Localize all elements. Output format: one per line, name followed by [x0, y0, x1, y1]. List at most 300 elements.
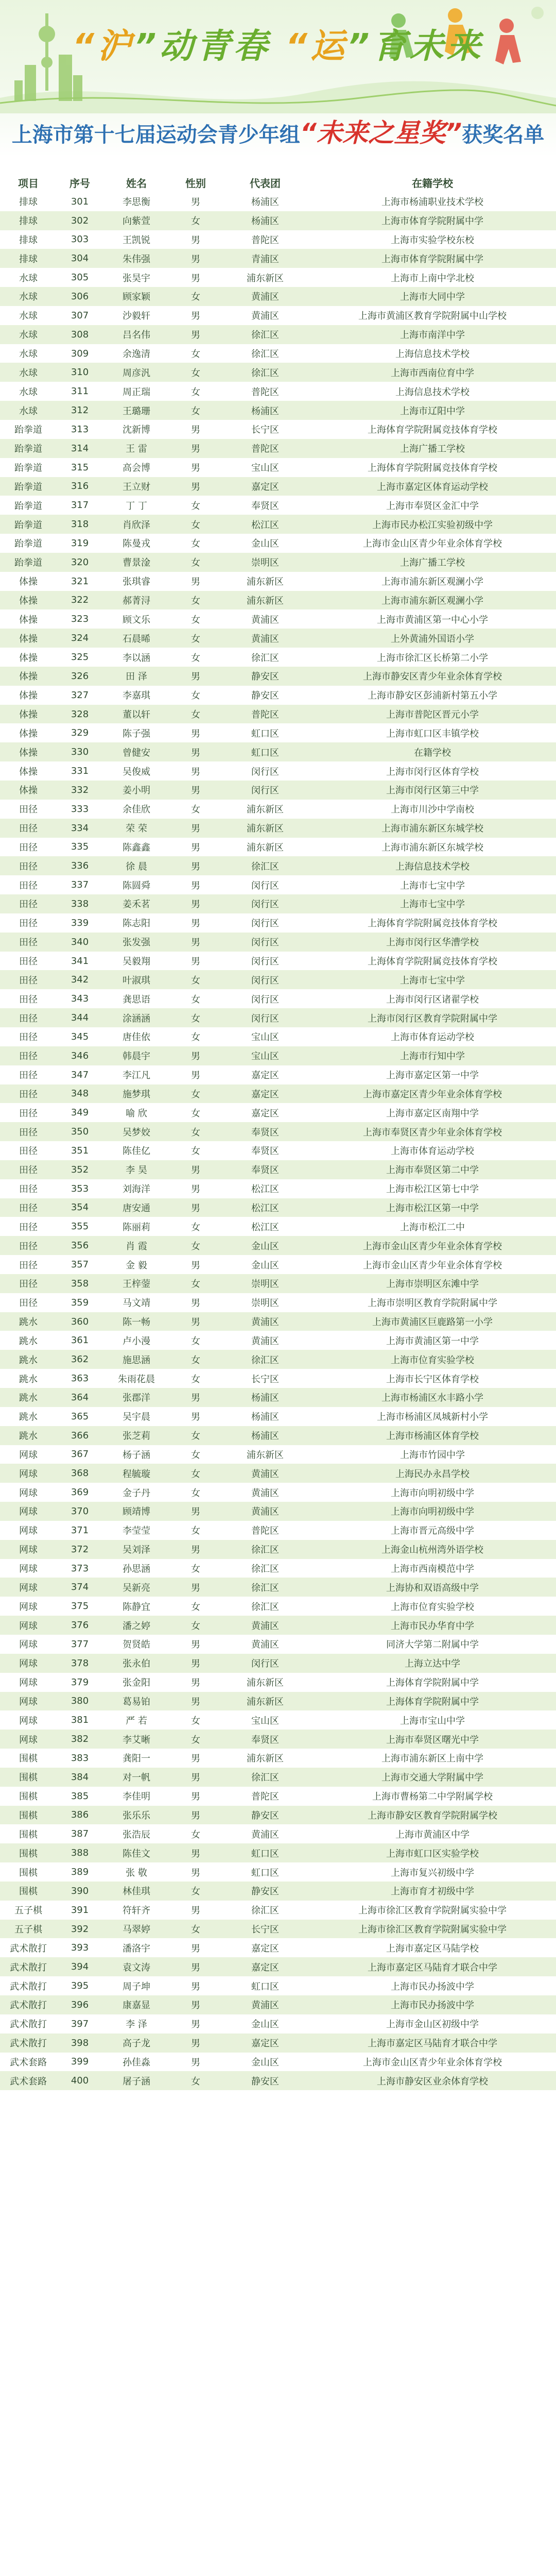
cell-sport: 武术散打	[0, 2014, 57, 2033]
table-row	[0, 648, 556, 667]
cell-name: 陈圆舜	[103, 875, 170, 894]
cell-gender: 女	[170, 287, 221, 306]
table-row	[0, 856, 556, 875]
cell-delegation: 杨浦区	[221, 1426, 309, 1445]
cell-name: 严 若	[103, 1710, 170, 1730]
cell-name: 陈曼戎	[103, 534, 170, 553]
cell-number: 384	[57, 1768, 103, 1787]
cell-name: 沈新博	[103, 420, 170, 439]
cell-sport: 田径	[0, 989, 57, 1008]
cell-school: 上海市奉贤区青少年业余体育学校	[309, 1122, 556, 1141]
cell-sport: 排球	[0, 211, 57, 230]
cell-number: 325	[57, 648, 103, 667]
cell-name: 施梦琪	[103, 1084, 170, 1104]
cell-gender: 女	[170, 1426, 221, 1445]
cell-number: 353	[57, 1179, 103, 1198]
cell-gender: 女	[170, 1559, 221, 1578]
cell-number: 362	[57, 1350, 103, 1369]
table-row	[0, 1616, 556, 1635]
table-row	[0, 742, 556, 761]
cell-gender: 女	[170, 553, 221, 572]
cell-name: 周彦汎	[103, 363, 170, 382]
cell-delegation: 嘉定区	[221, 1065, 309, 1084]
cell-school: 上海市黄浦区教育学院附属中山学校	[309, 306, 556, 325]
cell-name: 张永伯	[103, 1654, 170, 1673]
cell-name: 顾文乐	[103, 609, 170, 629]
table-row	[0, 1046, 556, 1065]
table-row	[0, 325, 556, 344]
cell-sport: 田径	[0, 1198, 57, 1217]
cell-number: 394	[57, 1957, 103, 1976]
cell-sport: 跳水	[0, 1426, 57, 1445]
cell-name: 张浩辰	[103, 1824, 170, 1843]
cell-sport: 排球	[0, 192, 57, 211]
cell-number: 307	[57, 306, 103, 325]
cell-name: 马翠婷	[103, 1920, 170, 1939]
cell-school: 上海市浦东新区上南中学	[309, 1749, 556, 1768]
cell-gender: 女	[170, 1824, 221, 1843]
cell-sport: 围棋	[0, 1787, 57, 1806]
cell-name: 张金阳	[103, 1673, 170, 1692]
table-row	[0, 382, 556, 401]
cell-delegation: 黄浦区	[221, 609, 309, 629]
cell-school: 上海市向明初级中学	[309, 1502, 556, 1521]
cell-name: 荣 荣	[103, 819, 170, 838]
table-row	[0, 952, 556, 971]
cell-number: 397	[57, 2014, 103, 2033]
cell-school: 上海民办永昌学校	[309, 1464, 556, 1483]
cell-number: 326	[57, 667, 103, 686]
cell-name: 孙佳淼	[103, 2053, 170, 2072]
cell-number: 386	[57, 1806, 103, 1825]
cell-gender: 女	[170, 496, 221, 515]
cell-gender: 女	[170, 1369, 221, 1388]
table-row	[0, 192, 556, 211]
cell-delegation: 黄浦区	[221, 1331, 309, 1350]
cell-school: 上海市普陀区晋元小学	[309, 705, 556, 724]
cell-sport: 田径	[0, 1255, 57, 1274]
cell-number: 360	[57, 1312, 103, 1331]
cell-gender: 男	[170, 1388, 221, 1407]
cell-school: 上海市位育实验学校	[309, 1350, 556, 1369]
cell-delegation: 闵行区	[221, 894, 309, 913]
cell-number: 316	[57, 477, 103, 496]
cell-sport: 跳水	[0, 1350, 57, 1369]
cell-sport: 体操	[0, 667, 57, 686]
cell-school: 上海市黄浦区第一中心小学	[309, 609, 556, 629]
cell-sport: 水球	[0, 382, 57, 401]
cell-delegation: 黄浦区	[221, 629, 309, 648]
table-row	[0, 1749, 556, 1768]
cell-school: 上海广播工学校	[309, 553, 556, 572]
cell-number: 323	[57, 609, 103, 629]
cell-delegation: 徐汇区	[221, 1540, 309, 1559]
cell-name: 程毓璇	[103, 1464, 170, 1483]
cell-name: 贺贤皓	[103, 1635, 170, 1654]
cell-delegation: 虹口区	[221, 742, 309, 761]
cell-delegation: 普陀区	[221, 705, 309, 724]
table-row	[0, 363, 556, 382]
cell-delegation: 宝山区	[221, 1027, 309, 1046]
cell-name: 顾家颖	[103, 287, 170, 306]
table-row	[0, 989, 556, 1008]
cell-delegation: 虹口区	[221, 1976, 309, 1995]
cell-name: 吴刘泽	[103, 1540, 170, 1559]
table-row	[0, 1692, 556, 1711]
cell-school: 上海市晋元高级中学	[309, 1521, 556, 1540]
cell-sport: 围棋	[0, 1882, 57, 1901]
cell-school: 上海市川沙中学南校	[309, 800, 556, 819]
cell-delegation: 嘉定区	[221, 1103, 309, 1122]
table-row	[0, 287, 556, 306]
cell-number: 387	[57, 1824, 103, 1843]
cell-school: 上海市嘉定区青少年业余体育学校	[309, 1084, 556, 1104]
table-row	[0, 781, 556, 800]
cell-school: 上海市金山区青少年业余体育学校	[309, 1255, 556, 1274]
cell-sport: 田径	[0, 933, 57, 952]
cell-sport: 水球	[0, 401, 57, 420]
cell-name: 李以涵	[103, 648, 170, 667]
cell-school: 上海市奉贤区曙光中学	[309, 1730, 556, 1749]
cell-name: 李佳明	[103, 1787, 170, 1806]
cell-school: 上海市黄浦区第一中学	[309, 1331, 556, 1350]
cell-sport: 田径	[0, 952, 57, 971]
cell-number: 350	[57, 1122, 103, 1141]
cell-delegation: 嘉定区	[221, 1938, 309, 1957]
cell-name: 王梓蓥	[103, 1274, 170, 1293]
cell-number: 363	[57, 1369, 103, 1388]
table-row	[0, 1407, 556, 1426]
cell-delegation: 长宁区	[221, 420, 309, 439]
cell-gender: 男	[170, 1312, 221, 1331]
table-row	[0, 1331, 556, 1350]
slogan-part-2: ”动青春	[134, 26, 286, 66]
cell-name: 李嘉琪	[103, 686, 170, 705]
cell-sport: 武术套路	[0, 2071, 57, 2090]
cell-sport: 体操	[0, 723, 57, 742]
cell-delegation: 徐汇区	[221, 344, 309, 363]
cell-delegation: 普陀区	[221, 230, 309, 249]
cell-number: 392	[57, 1920, 103, 1939]
cell-delegation: 松江区	[221, 515, 309, 534]
cell-sport: 田径	[0, 1027, 57, 1046]
cell-number: 399	[57, 2053, 103, 2072]
table-row	[0, 477, 556, 496]
cell-name: 吴宇晨	[103, 1407, 170, 1426]
cell-name: 涂涵涵	[103, 1008, 170, 1027]
cell-sport: 网球	[0, 1540, 57, 1559]
cell-number: 368	[57, 1464, 103, 1483]
cell-gender: 男	[170, 1995, 221, 2014]
cell-gender: 男	[170, 1540, 221, 1559]
cell-school: 上海市静安区业余体育学校	[309, 2071, 556, 2090]
cell-school: 上海市位育实验学校	[309, 1597, 556, 1616]
cell-school: 上海广播工学校	[309, 439, 556, 458]
cell-sport: 水球	[0, 344, 57, 363]
cell-name: 周子坤	[103, 1976, 170, 1995]
cell-delegation: 金山区	[221, 1236, 309, 1255]
cell-school: 上海市嘉定区马陆育才联合中学	[309, 2033, 556, 2053]
table-row	[0, 1730, 556, 1749]
cell-gender: 男	[170, 1806, 221, 1825]
cell-name: 石晨晞	[103, 629, 170, 648]
cell-gender: 女	[170, 1464, 221, 1483]
cell-gender: 男	[170, 1787, 221, 1806]
table-row	[0, 534, 556, 553]
cell-number: 339	[57, 913, 103, 933]
cell-gender: 女	[170, 1616, 221, 1635]
cell-gender: 男	[170, 723, 221, 742]
cell-sport: 武术散打	[0, 1938, 57, 1957]
cell-name: 葛易铂	[103, 1692, 170, 1711]
cell-number: 390	[57, 1882, 103, 1901]
table-row	[0, 458, 556, 477]
cell-gender: 男	[170, 742, 221, 761]
table-header-row	[0, 173, 556, 192]
cell-delegation: 浦东新区	[221, 838, 309, 857]
cell-delegation: 浦东新区	[221, 1749, 309, 1768]
cell-school: 上海信息技术学校	[309, 344, 556, 363]
cell-name: 王凯锐	[103, 230, 170, 249]
cell-name: 施思涵	[103, 1350, 170, 1369]
cell-gender: 女	[170, 1521, 221, 1540]
cell-sport: 跆拳道	[0, 477, 57, 496]
cell-delegation: 闵行区	[221, 970, 309, 989]
cell-sport: 跳水	[0, 1312, 57, 1331]
cell-gender: 男	[170, 477, 221, 496]
cell-school: 上海市崇明区东滩中学	[309, 1274, 556, 1293]
cell-number: 317	[57, 496, 103, 515]
cell-gender: 女	[170, 1350, 221, 1369]
cell-number: 314	[57, 439, 103, 458]
cell-sport: 田径	[0, 1141, 57, 1160]
cell-delegation: 奉贤区	[221, 1122, 309, 1141]
cell-number: 324	[57, 629, 103, 648]
table-row	[0, 819, 556, 838]
cell-delegation: 黄浦区	[221, 306, 309, 325]
cell-name: 陈一畅	[103, 1312, 170, 1331]
cell-number: 370	[57, 1502, 103, 1521]
cell-name: 陈佳亿	[103, 1141, 170, 1160]
cell-school: 上海市七宝中学	[309, 970, 556, 989]
cell-school: 上海市浦东新区东城学校	[309, 838, 556, 857]
cell-sport: 网球	[0, 1616, 57, 1635]
cell-number: 388	[57, 1843, 103, 1862]
cell-name: 顾靖博	[103, 1502, 170, 1521]
cell-sport: 跳水	[0, 1369, 57, 1388]
cell-delegation: 徐汇区	[221, 1350, 309, 1369]
cell-school: 上海市民办华育中学	[309, 1616, 556, 1635]
cell-school: 上海市嘉定区第一中学	[309, 1065, 556, 1084]
table-row	[0, 1578, 556, 1597]
cell-delegation: 徐汇区	[221, 1901, 309, 1920]
cell-name: 陈静宜	[103, 1597, 170, 1616]
cell-delegation: 浦东新区	[221, 819, 309, 838]
table-row	[0, 2033, 556, 2053]
cell-gender: 女	[170, 2071, 221, 2090]
table-row	[0, 1445, 556, 1464]
cell-name: 康嘉显	[103, 1995, 170, 2014]
cell-delegation: 崇明区	[221, 553, 309, 572]
cell-school: 上海市杨浦职业技术学校	[309, 192, 556, 211]
cell-name: 卢小漫	[103, 1331, 170, 1350]
cell-number: 357	[57, 1255, 103, 1274]
cell-number: 393	[57, 1938, 103, 1957]
cell-name: 杨子涵	[103, 1445, 170, 1464]
table-row	[0, 1882, 556, 1901]
cell-number: 371	[57, 1521, 103, 1540]
cell-gender: 男	[170, 1692, 221, 1711]
cell-delegation: 徐汇区	[221, 1578, 309, 1597]
cell-delegation: 松江区	[221, 1217, 309, 1236]
cell-sport: 网球	[0, 1578, 57, 1597]
slogan-part-3: “运	[285, 26, 348, 66]
cell-sport: 排球	[0, 249, 57, 268]
cell-school: 上海市杨浦区凤城新村小学	[309, 1407, 556, 1426]
cell-name: 肖欣泽	[103, 515, 170, 534]
cell-name: 林佳琪	[103, 1882, 170, 1901]
table-row	[0, 1369, 556, 1388]
cell-gender: 女	[170, 1274, 221, 1293]
cell-delegation: 崇明区	[221, 1274, 309, 1293]
cell-gender: 女	[170, 1141, 221, 1160]
cell-delegation: 杨浦区	[221, 192, 309, 211]
cell-delegation: 黄浦区	[221, 1483, 309, 1502]
cell-name: 曹景淦	[103, 553, 170, 572]
cell-gender: 男	[170, 1654, 221, 1673]
cell-delegation: 徐汇区	[221, 363, 309, 382]
cell-delegation: 闵行区	[221, 952, 309, 971]
cell-school: 上海市闵行区体育学校	[309, 761, 556, 781]
cell-school: 上海市宝山中学	[309, 1710, 556, 1730]
cell-school: 上海市嘉定区南翔中学	[309, 1103, 556, 1122]
cell-sport: 田径	[0, 913, 57, 933]
cell-number: 344	[57, 1008, 103, 1027]
cell-number: 328	[57, 705, 103, 724]
cell-school: 上海市徐汇区教育学院附属实验中学	[309, 1920, 556, 1939]
cell-number: 347	[57, 1065, 103, 1084]
cell-sport: 水球	[0, 325, 57, 344]
cell-gender: 女	[170, 1103, 221, 1122]
table-row	[0, 629, 556, 648]
cell-sport: 武术散打	[0, 1995, 57, 2014]
cell-number: 327	[57, 686, 103, 705]
cell-number: 364	[57, 1388, 103, 1407]
cell-gender: 女	[170, 609, 221, 629]
cell-name: 李 泽	[103, 2014, 170, 2033]
cell-gender: 女	[170, 989, 221, 1008]
cell-sport: 武术套路	[0, 2053, 57, 2072]
cell-sport: 网球	[0, 1730, 57, 1749]
cell-number: 303	[57, 230, 103, 249]
table-row	[0, 1768, 556, 1787]
cell-sport: 五子棋	[0, 1920, 57, 1939]
cell-gender: 女	[170, 591, 221, 610]
cell-school: 上海市松江二中	[309, 1217, 556, 1236]
table-row	[0, 572, 556, 591]
cell-gender: 女	[170, 1008, 221, 1027]
cell-gender: 男	[170, 2014, 221, 2033]
cell-school: 上海市金山区青少年业余体育学校	[309, 534, 556, 553]
cell-gender: 男	[170, 1673, 221, 1692]
cell-number: 343	[57, 989, 103, 1008]
cell-gender: 女	[170, 401, 221, 420]
cell-sport: 水球	[0, 306, 57, 325]
cell-name: 周正瑞	[103, 382, 170, 401]
cell-school: 上海市向明初级中学	[309, 1483, 556, 1502]
cell-number: 301	[57, 192, 103, 211]
cell-name: 丁 丁	[103, 496, 170, 515]
table-row	[0, 1179, 556, 1198]
cell-gender: 男	[170, 1407, 221, 1426]
slogan	[0, 19, 556, 67]
award-title-prefix: 上海市第十七届运动会青少年组	[11, 123, 300, 147]
cell-school: 上海市徐汇区教育学院附属实验中学	[309, 1901, 556, 1920]
cell-sport: 体操	[0, 705, 57, 724]
cell-school: 上海市虹口区丰镇学校	[309, 723, 556, 742]
cell-sport: 网球	[0, 1673, 57, 1692]
cell-sport: 田径	[0, 838, 57, 857]
cell-name: 对一帆	[103, 1768, 170, 1787]
cell-sport: 田径	[0, 856, 57, 875]
cell-delegation: 奉贤区	[221, 1141, 309, 1160]
cell-name: 韩晨宇	[103, 1046, 170, 1065]
table-row	[0, 1824, 556, 1843]
cell-delegation: 静安区	[221, 1882, 309, 1901]
cell-delegation: 青浦区	[221, 249, 309, 268]
cell-name: 张郡洋	[103, 1388, 170, 1407]
cell-sport: 网球	[0, 1464, 57, 1483]
cell-number: 308	[57, 325, 103, 344]
cell-delegation: 杨浦区	[221, 401, 309, 420]
table-row	[0, 1027, 556, 1046]
table-row	[0, 609, 556, 629]
cell-number: 349	[57, 1103, 103, 1122]
cell-sport: 跆拳道	[0, 458, 57, 477]
table-row	[0, 1350, 556, 1369]
cell-number: 385	[57, 1787, 103, 1806]
cell-delegation: 徐汇区	[221, 648, 309, 667]
cell-school: 上海市闵行区教育学院附属中学	[309, 1008, 556, 1027]
cell-name: 陈志阳	[103, 913, 170, 933]
cell-sport: 田径	[0, 1046, 57, 1065]
cell-sport: 网球	[0, 1483, 57, 1502]
cell-delegation: 黄浦区	[221, 1635, 309, 1654]
cell-gender: 男	[170, 1502, 221, 1521]
cell-gender: 女	[170, 1027, 221, 1046]
cell-name: 潘之婷	[103, 1616, 170, 1635]
cell-school: 上海市静安区教育学院附属学校	[309, 1806, 556, 1825]
cell-delegation: 金山区	[221, 534, 309, 553]
cell-name: 张昊宇	[103, 268, 170, 287]
cell-name: 余佳欣	[103, 800, 170, 819]
cell-sport: 围棋	[0, 1843, 57, 1862]
cell-school: 上海市金山区初级中学	[309, 2014, 556, 2033]
cell-number: 376	[57, 1616, 103, 1635]
cell-school: 上海市嘉定区体育运动学校	[309, 477, 556, 496]
cell-school: 上海市嘉定区马陆育才联合中学	[309, 1957, 556, 1976]
cell-number: 330	[57, 742, 103, 761]
cell-delegation: 嘉定区	[221, 1957, 309, 1976]
cell-gender: 男	[170, 875, 221, 894]
cell-school: 上海市行知中学	[309, 1046, 556, 1065]
cell-gender: 女	[170, 1597, 221, 1616]
cell-gender: 女	[170, 629, 221, 648]
cell-delegation: 长宁区	[221, 1369, 309, 1388]
table-row	[0, 230, 556, 249]
table-row	[0, 1540, 556, 1559]
cell-gender: 男	[170, 1046, 221, 1065]
